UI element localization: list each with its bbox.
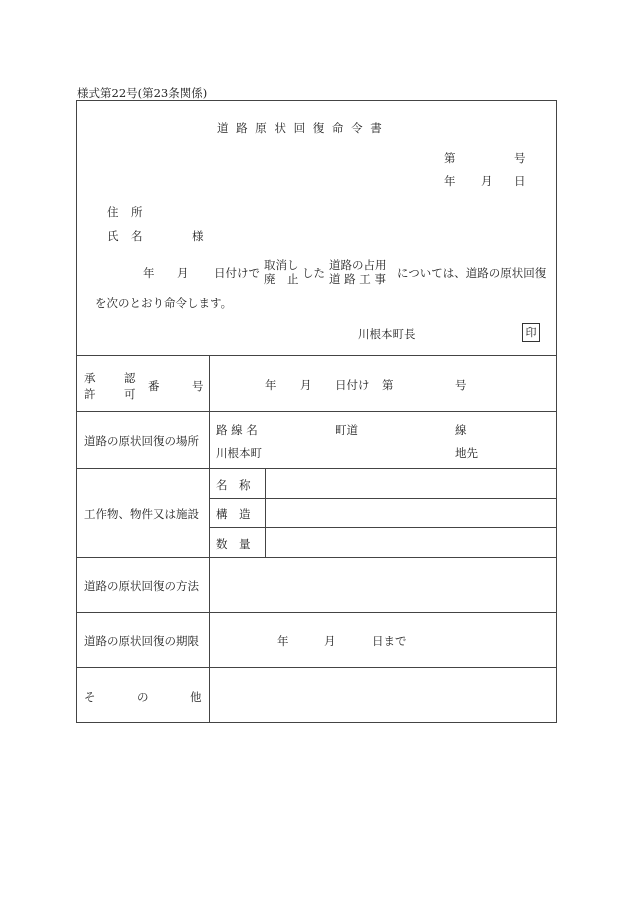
body-tail: については、道路の原状回復 bbox=[397, 266, 547, 280]
option-abolish: 廃 止 bbox=[264, 272, 299, 286]
form-label: 様式第22号(第23条関係) bbox=[77, 86, 208, 100]
body-year: 年 bbox=[143, 266, 155, 280]
body-line2: を次のとおり命令します。 bbox=[95, 296, 233, 310]
permit-go: 号 bbox=[455, 378, 467, 392]
label-restoration-location: 道路の原状回復の場所 bbox=[84, 434, 199, 448]
deadline-year: 年 bbox=[277, 634, 289, 648]
deadline-month: 月 bbox=[324, 634, 336, 648]
label-quantity: 数 量 bbox=[216, 537, 251, 551]
label-go: 号 bbox=[192, 379, 204, 393]
label-ka: 可 bbox=[124, 387, 136, 401]
route-name-label: 路 線 名 bbox=[216, 423, 258, 437]
number-go: 号 bbox=[514, 151, 526, 165]
label-other-no: の bbox=[137, 690, 149, 704]
number-dai: 第 bbox=[444, 151, 456, 165]
town-name: 川根本町 bbox=[216, 446, 262, 460]
label-ban: 番 bbox=[148, 379, 160, 393]
label-structures: 工作物、物件又は施設 bbox=[84, 507, 199, 521]
date-year: 年 bbox=[444, 174, 456, 188]
option-occupancy: 道路の占用 bbox=[329, 258, 387, 272]
permit-month: 月 bbox=[300, 378, 312, 392]
label-restoration-method: 道路の原状回復の方法 bbox=[84, 579, 199, 593]
name-label-mei: 名 bbox=[131, 229, 143, 243]
label-nin: 認 bbox=[124, 371, 136, 385]
route-sen-label: 線 bbox=[455, 423, 467, 437]
option-cancel: 取消し bbox=[264, 258, 299, 272]
issuer-title: 川根本町長 bbox=[358, 327, 416, 341]
body-dated: 日付けで bbox=[214, 266, 260, 280]
label-sho-approval: 承 bbox=[84, 371, 96, 385]
option-roadwork: 道 路 工 事 bbox=[329, 272, 386, 286]
permit-year: 年 bbox=[265, 378, 277, 392]
date-day: 日 bbox=[514, 174, 526, 188]
date-month: 月 bbox=[481, 174, 493, 188]
name-label-shi: 氏 bbox=[107, 229, 119, 243]
body-month: 月 bbox=[177, 266, 189, 280]
address-label-ju: 住 bbox=[107, 205, 119, 219]
document-title: 道 路 原 状 回 復 命 令 書 bbox=[217, 121, 384, 135]
label-name: 名 称 bbox=[216, 478, 251, 492]
option-occupancy-roadwork bbox=[329, 258, 387, 286]
deadline-until: 日まで bbox=[372, 634, 407, 648]
label-kyo-permit: 許 bbox=[84, 387, 96, 401]
permit-dai: 第 bbox=[382, 378, 394, 392]
seal-stamp: 印 bbox=[522, 323, 540, 342]
chisaki-label: 地先 bbox=[455, 446, 478, 460]
permit-dated: 日付け bbox=[335, 378, 370, 392]
honorific-sama: 様 bbox=[192, 229, 204, 243]
label-structure: 構 造 bbox=[216, 507, 251, 521]
label-other-so: そ bbox=[84, 690, 96, 704]
body-shita: した bbox=[302, 266, 325, 280]
town-road-label: 町道 bbox=[335, 423, 358, 437]
option-cancel-abolish bbox=[264, 258, 299, 286]
label-other-ta: 他 bbox=[190, 690, 202, 704]
label-restoration-deadline: 道路の原状回復の期限 bbox=[84, 634, 199, 648]
address-label-sho: 所 bbox=[131, 205, 143, 219]
